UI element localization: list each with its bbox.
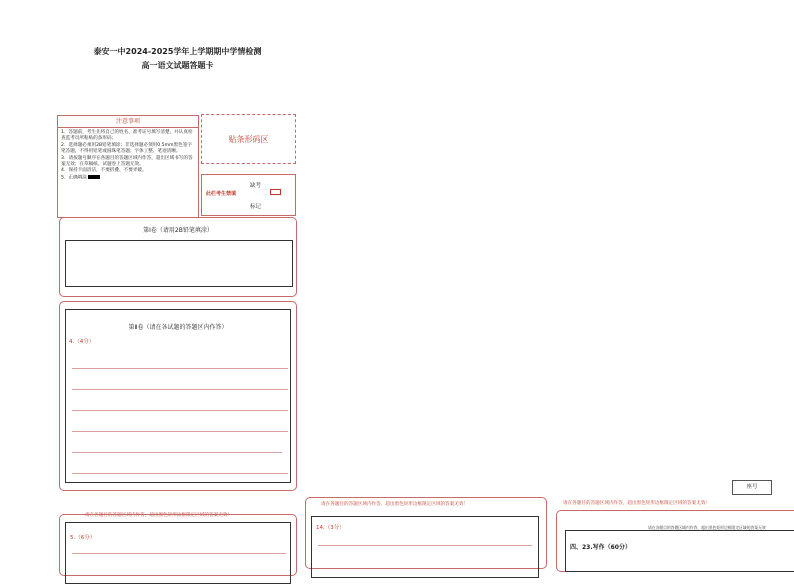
answer-line[interactable]	[72, 410, 288, 411]
absent-mark-label: 标记	[250, 204, 262, 210]
writing-area[interactable]	[565, 530, 794, 572]
page-title: 泰安一中2024-2025学年上学期期中学情检测	[93, 47, 262, 56]
notice-item: 2．选择题必须用2B铅笔填涂；非选择题必须用0.5mm黑色签字笔答题，不得用铅笔或圆珠笔答题；字体工整、笔迹清晰。	[61, 142, 192, 155]
seat-number-box[interactable]	[732, 480, 772, 495]
answer-line[interactable]	[72, 389, 288, 390]
answer-line[interactable]	[72, 553, 286, 554]
answer-line[interactable]	[72, 452, 282, 453]
choice-fill-area[interactable]	[65, 240, 293, 287]
q14-answer-area	[311, 516, 539, 578]
answer-line[interactable]	[72, 431, 288, 432]
notice-box	[57, 115, 199, 218]
answer-block-col3	[556, 510, 794, 572]
answer-line[interactable]	[318, 545, 532, 546]
notice-item-fill	[61, 175, 195, 182]
barcode-label: 贴条形码区	[228, 134, 269, 144]
absent-note: 此栏考生禁填	[206, 191, 237, 197]
warning-col3-small: 请在各题目的答题区域内作答，超出黑色矩形边框限定区域的答案无效	[648, 525, 766, 530]
question-14-label: 14.（3分）	[316, 525, 345, 531]
warning-col2: 请在各题目的答题区域内作答，超出黑色矩形边框限定区域的答案无效！	[321, 502, 469, 507]
notice-heading: 注意事项	[58, 116, 198, 128]
answer-block-col1	[59, 514, 297, 576]
warning-col3: 请在各题目的答题区域内作答，超出黑色矩形边框限定区域的答案无效！	[563, 501, 711, 506]
answer-line[interactable]	[72, 368, 288, 369]
notice-item: 1．答题前，考生先将自己的姓名、准考证号填写清楚，并认真检查监考员所粘贴的条形码；	[61, 130, 193, 142]
notice-item: 3．请按题号顺序在各题目的答题区域内作答，超出区域书写的答案无效；在草稿纸、试题卷上答题无效。	[61, 155, 193, 168]
answer-line[interactable]	[72, 473, 288, 474]
question-5-label: 5.（6分）	[70, 535, 96, 541]
section2-answer-area	[65, 309, 291, 483]
notice-body	[58, 128, 198, 184]
absent-label: 缺考	[250, 183, 262, 189]
writing-heading: 四、23.写作（60分）	[570, 544, 631, 551]
notice-item: 5．正确填涂	[61, 175, 87, 181]
q5-answer-area	[65, 522, 291, 584]
page-subtitle: 高一语文试题答题卡	[141, 61, 214, 70]
section1	[59, 217, 297, 297]
question-4-label: 4.（4分）	[69, 339, 95, 345]
notice-item: 4．保持卡面清洁，不要折叠、不要弄破。	[61, 168, 147, 174]
section1-heading: 第Ⅰ卷（请用2B铅笔填涂）	[143, 227, 213, 234]
section2	[59, 301, 297, 491]
absent-checkbox[interactable]	[270, 189, 281, 195]
absent-box	[201, 174, 296, 216]
section2-heading: 第Ⅱ卷（请在各试题的答题区内作答）	[128, 324, 228, 331]
filled-mark-icon	[88, 175, 100, 179]
barcode-area	[201, 114, 296, 164]
seat-label: 座号	[746, 484, 758, 490]
warning-col1: 请在各题目的答题区域内作答，超出黑色矩形边框限定区域的答案无效！	[85, 513, 233, 518]
answer-block-col2	[305, 497, 547, 569]
